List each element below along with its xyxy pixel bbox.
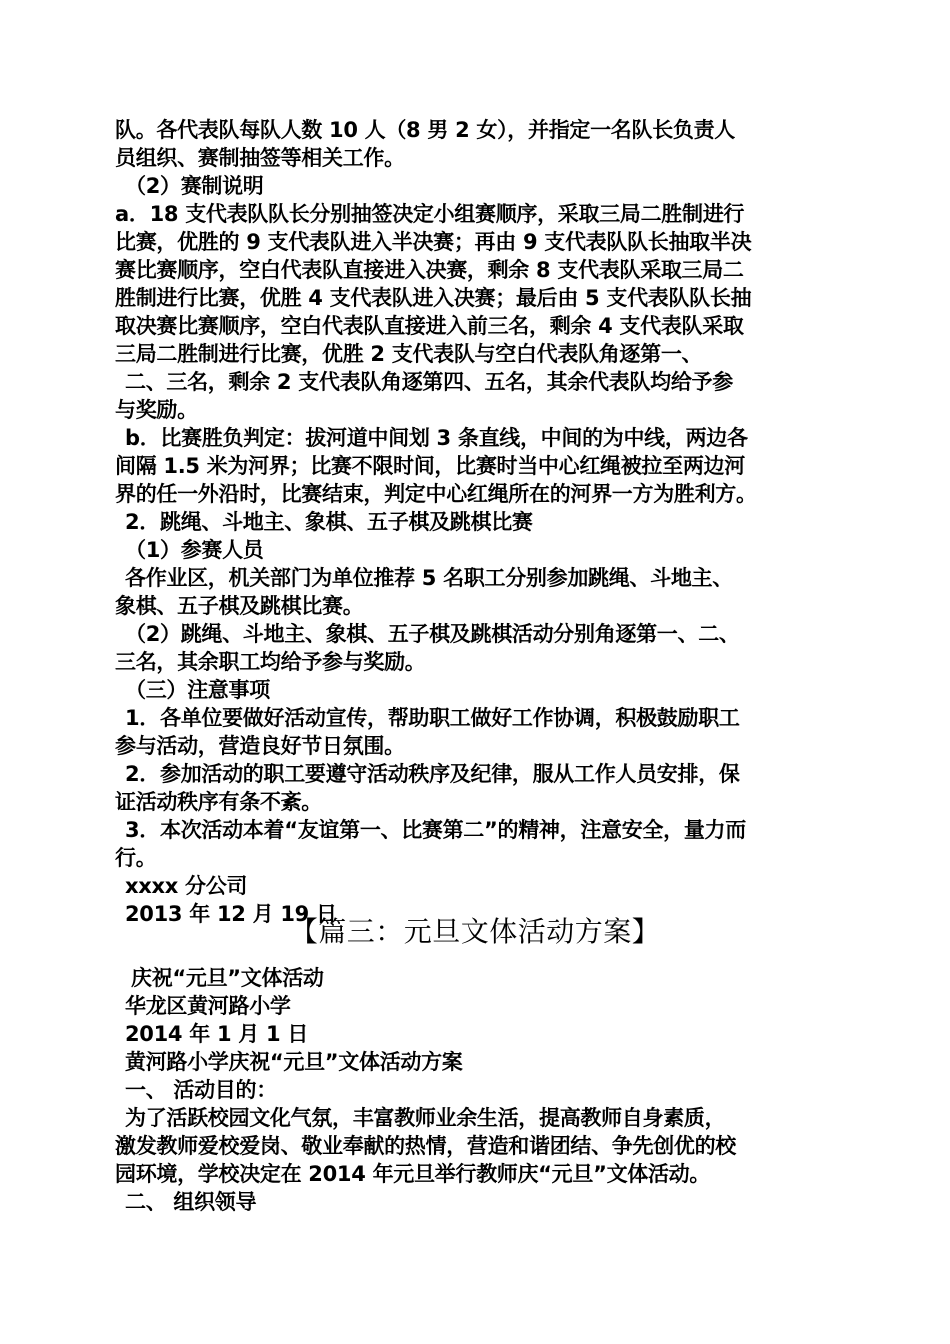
text-line: 黄河路小学庆祝“元旦”文体活动方案 <box>125 1050 463 1074</box>
text-line: 员组织、赛制抽签等相关工作。 <box>115 146 405 170</box>
text-line: （2）跳绳、斗地主、象棋、五子棋及跳棋活动分别角逐第一、二、 <box>125 622 740 646</box>
text-line: 参与活动，营造良好节日氛围。 <box>115 734 405 758</box>
text-line: （2）赛制说明 <box>125 174 264 198</box>
text-line: 胜制进行比赛，优胜 4 支代表队进入决赛；最后由 5 支代表队队长抽 <box>115 286 752 310</box>
text-line: 行。 <box>115 846 157 870</box>
text-line: 为了活跃校园文化气氛，丰富教师业余生活，提高教师自身素质， <box>125 1106 726 1130</box>
text-line: （1）参赛人员 <box>125 538 264 562</box>
text-line: 庆祝“元旦”文体活动 <box>131 966 324 990</box>
text-line: 赛比赛顺序，空白代表队直接进入决赛，剩余 8 支代表队采取三局二 <box>115 258 744 282</box>
text-line: 与奖励。 <box>115 398 198 422</box>
text-line: 界的任一外沿时，比赛结束，判定中心红绳所在的河界一方为胜利方。 <box>115 482 757 506</box>
text-line: 象棋、五子棋及跳棋比赛。 <box>115 594 364 618</box>
text-line: 园环境，学校决定在 2014 年元旦举行教师庆“元旦”文体活动。 <box>115 1162 711 1186</box>
text-line: 队。各代表队每队人数 10 人（8 男 2 女），并指定一名队长负责人 <box>115 118 736 142</box>
text-line: 华龙区黄河路小学 <box>125 994 291 1018</box>
text-line: 三局二胜制进行比赛，优胜 2 支代表队与空白代表队角逐第一、 <box>115 342 703 366</box>
text-line: 二、 组织领导 <box>125 1190 257 1214</box>
section-two <box>115 964 850 1216</box>
text-line: 1．各单位要做好活动宣传，帮助职工做好工作协调，积极鼓励职工 <box>125 706 740 730</box>
text-line: 间隔 1.5 米为河界；比赛不限时间，比赛时当中心红绳被拉至两边河 <box>115 454 745 478</box>
signature-date: 2013 年 12 月 19 日 <box>125 902 337 926</box>
text-line: 激发教师爱校爱岗、敬业奉献的热情，营造和谐团结、争先创优的校 <box>115 1134 736 1158</box>
text-line: 2．参加活动的职工要遵守活动秩序及纪律，服从工作人员安排，保 <box>125 762 740 786</box>
text-line: 各作业区，机关部门为单位推荐 5 名职工分别参加跳绳、斗地主、 <box>125 566 733 590</box>
text-line: 证活动秩序有条不紊。 <box>115 790 322 814</box>
text-line: 取决赛比赛顺序，空白代表队直接进入前三名，剩余 4 支代表队采取 <box>115 314 744 338</box>
text-line: 3．本次活动本着“友谊第一、比赛第二”的精神，注意安全，量力而 <box>125 818 746 842</box>
text-line: b．比赛胜负判定：拔河道中间划 3 条直线，中间的为中线，两边各 <box>125 426 748 450</box>
text-line: a．18 支代表队队长分别抽签决定小组赛顺序，采取三局二胜制进行 <box>115 202 745 226</box>
text-line: 2．跳绳、斗地主、象棋、五子棋及跳棋比赛 <box>125 510 533 534</box>
text-line: 三名，其余职工均给予参与奖励。 <box>115 650 426 674</box>
section-one <box>115 116 850 928</box>
text-line: 2014 年 1 月 1 日 <box>125 1022 309 1046</box>
text-line: （三）注意事项 <box>125 678 270 702</box>
text-line: 二、三名，剩余 2 支代表队角逐第四、五名，其余代表队均给予参 <box>125 370 733 394</box>
text-line: 一、 活动目的： <box>125 1078 277 1102</box>
text-line: 比赛，优胜的 9 支代表队进入半决赛；再由 9 支代表队队长抽取半决 <box>115 230 752 254</box>
signature-company: xxxx 分公司 <box>125 874 248 898</box>
section-heading: 【篇三：元旦文体活动方案】 <box>289 915 661 948</box>
